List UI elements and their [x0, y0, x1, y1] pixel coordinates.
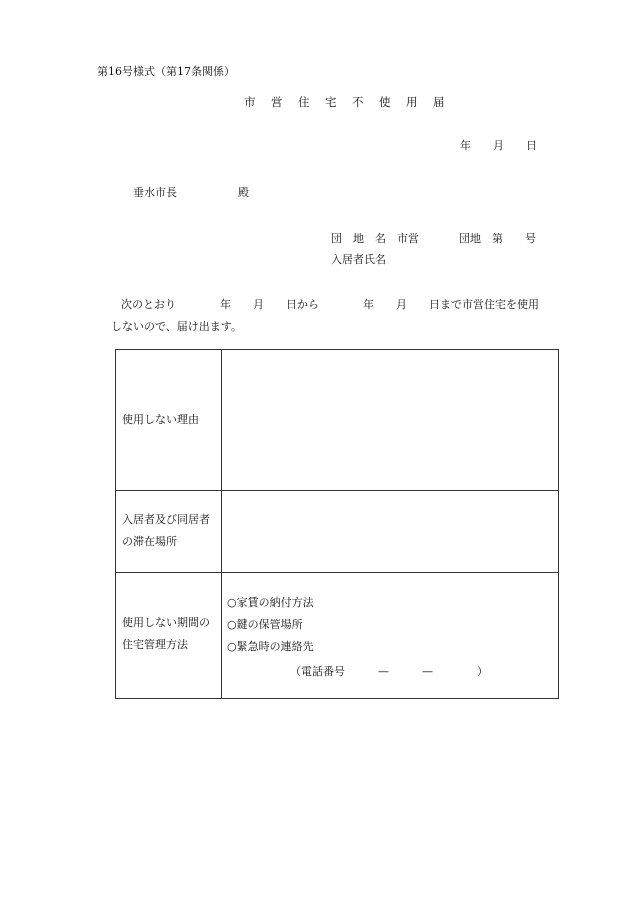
label-line: 使用しない期間の: [122, 616, 210, 629]
addressee-mayor: 垂水市長: [133, 186, 177, 199]
label-line: の滞在場所: [122, 535, 177, 548]
label-stay-location: [122, 509, 220, 553]
label-line: 使用しない理由: [122, 413, 199, 426]
phone-number-line: （電話番号 — — ）: [290, 665, 488, 678]
date-line: 年 月 日: [460, 139, 537, 152]
body-text-line-1: 次のとおり 年 月 日から 年 月 日まで市営住宅を使用: [121, 298, 539, 311]
label-line: 入居者及び同居者: [122, 513, 210, 526]
table-row-stay-location: [116, 490, 558, 572]
label-reason: [122, 409, 220, 431]
key-storage-location: ○鍵の保管場所: [227, 618, 303, 631]
label-management: [122, 612, 220, 656]
addressee-honorific: 殿: [238, 186, 249, 199]
resident-name-label: 入居者氏名: [331, 253, 386, 266]
document-title: 市 営 住 宅 不 使 用 届: [244, 95, 447, 109]
label-line: 住宅管理方法: [122, 638, 188, 651]
body-text-line-2: しないので、届け出ます。: [111, 320, 242, 333]
form-number: 第16号様式（第17条関係）: [97, 65, 235, 78]
danchi-number-label: 団地 第 号: [459, 232, 536, 245]
emergency-contact: ○緊急時の連絡先: [227, 640, 314, 653]
rent-payment-method: ○家賃の納付方法: [227, 596, 314, 609]
danchi-name-label: 団 地 名 市営: [331, 232, 419, 245]
form-table: [115, 349, 559, 699]
table-row-reason: [116, 350, 558, 490]
table-row-management: [116, 572, 558, 699]
